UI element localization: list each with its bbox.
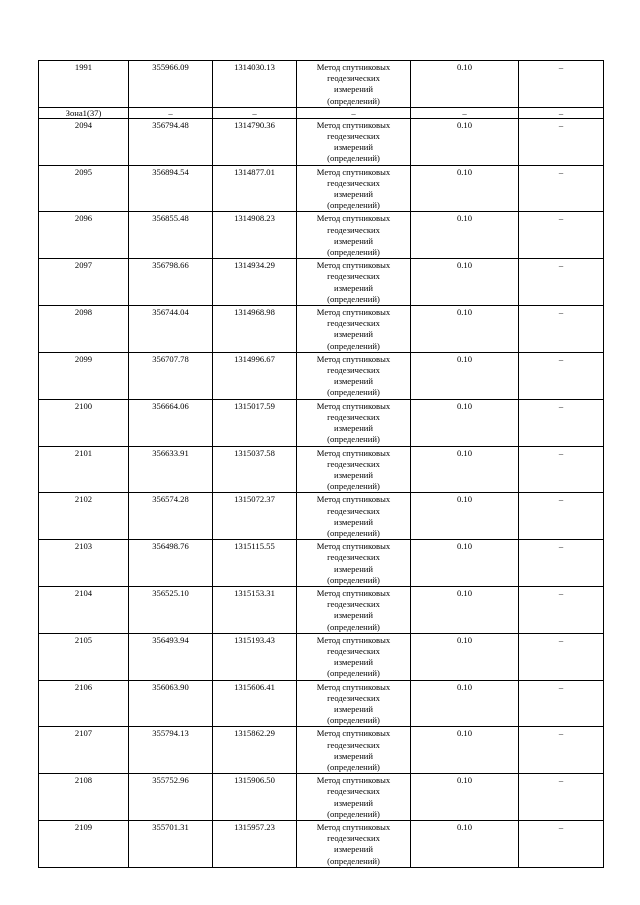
x-coordinate-cell: 356525.10 [129, 586, 213, 633]
extra-cell: – [519, 774, 604, 821]
method-line: Метод спутниковых [316, 213, 391, 224]
y-coordinate-cell: 1315072.37 [213, 493, 297, 540]
point-number-cell: 2103 [39, 540, 129, 587]
point-number-cell: 1991 [39, 61, 129, 108]
extra-cell: – [519, 259, 604, 306]
method-line: измерений [333, 469, 374, 480]
accuracy-cell: 0.10 [411, 352, 519, 399]
method-line: (определений) [327, 200, 380, 211]
table-row [39, 399, 604, 446]
accuracy-cell: 0.10 [411, 493, 519, 540]
method-line: (определений) [327, 621, 380, 632]
method-line: Метод спутниковых [316, 353, 391, 364]
method-cell [297, 633, 411, 680]
method-cell [297, 259, 411, 306]
extra-cell: – [519, 352, 604, 399]
table-row [39, 774, 604, 821]
method-line: (определений) [327, 668, 380, 679]
y-coordinate-cell: 1315957.23 [213, 821, 297, 868]
accuracy-cell: 0.10 [411, 212, 519, 259]
x-coordinate-cell: 356794.48 [129, 118, 213, 165]
extra-cell: – [519, 633, 604, 680]
y-coordinate-cell: 1314908.23 [213, 212, 297, 259]
method-line: измерений [333, 610, 374, 621]
method-cell [297, 493, 411, 540]
x-coordinate-cell: 355966.09 [129, 61, 213, 108]
table-row [39, 212, 604, 259]
method-line: геодезических [327, 318, 380, 329]
method-line: измерений [333, 282, 374, 293]
y-coordinate-cell: 1315906.50 [213, 774, 297, 821]
point-number-cell: 2099 [39, 352, 129, 399]
table-row [39, 306, 604, 353]
method-line: измерений [333, 376, 374, 387]
y-coordinate-cell: 1314996.67 [213, 352, 297, 399]
method-line: измерений [333, 750, 374, 761]
method-line: Метод спутниковых [316, 62, 391, 72]
accuracy-cell: 0.10 [411, 399, 519, 446]
extra-cell: – [519, 821, 604, 868]
method-cell [297, 118, 411, 165]
accuracy-cell: 0.10 [411, 821, 519, 868]
method-line: геодезических [327, 599, 380, 610]
y-coordinate-cell: – [213, 107, 297, 118]
accuracy-cell: 0.10 [411, 633, 519, 680]
x-coordinate-cell: 356493.94 [129, 633, 213, 680]
table-row [39, 586, 604, 633]
method-line: Метод спутниковых [316, 400, 391, 411]
method-cell [297, 306, 411, 353]
y-coordinate-cell: 1315115.55 [213, 540, 297, 587]
y-coordinate-cell: 1314030.13 [213, 61, 297, 108]
method-line: (определений) [327, 527, 380, 538]
point-number-cell: Зона1(37) [39, 107, 129, 118]
method-line: геодезических [327, 224, 380, 235]
accuracy-cell: 0.10 [411, 446, 519, 493]
x-coordinate-cell: 355701.31 [129, 821, 213, 868]
method-cell [297, 680, 411, 727]
method-line: (определений) [327, 247, 380, 258]
method-cell [297, 586, 411, 633]
method-line: измерений [333, 516, 374, 527]
method-line: Метод спутниковых [316, 587, 391, 598]
extra-cell: – [519, 399, 604, 446]
x-coordinate-cell: 356063.90 [129, 680, 213, 727]
point-number-cell: 2098 [39, 306, 129, 353]
y-coordinate-cell: 1314790.36 [213, 118, 297, 165]
point-number-cell: 2102 [39, 493, 129, 540]
point-number-cell: 2108 [39, 774, 129, 821]
method-line: измерений [333, 142, 374, 153]
x-coordinate-cell: 356744.04 [129, 306, 213, 353]
method-line: геодезических [327, 365, 380, 376]
x-coordinate-cell: 356894.54 [129, 165, 213, 212]
extra-cell: – [519, 212, 604, 259]
accuracy-cell: 0.10 [411, 727, 519, 774]
accuracy-cell: 0.10 [411, 586, 519, 633]
accuracy-cell: 0.10 [411, 540, 519, 587]
method-line: измерений [333, 235, 374, 246]
x-coordinate-cell: 355794.13 [129, 727, 213, 774]
method-line: геодезических [327, 271, 380, 282]
point-number-cell: 2106 [39, 680, 129, 727]
method-cell [297, 61, 411, 108]
method-line: геодезических [327, 739, 380, 750]
method-line: Метод спутниковых [316, 447, 391, 458]
table-row [39, 493, 604, 540]
method-cell [297, 165, 411, 212]
coordinates-table [38, 60, 604, 868]
x-coordinate-cell: 356798.66 [129, 259, 213, 306]
method-line: геодезических [327, 552, 380, 563]
method-cell [297, 821, 411, 868]
method-line: измерений [333, 703, 374, 714]
method-line: (определений) [327, 481, 380, 492]
extra-cell: – [519, 306, 604, 353]
y-coordinate-cell: 1314968.98 [213, 306, 297, 353]
y-coordinate-cell: 1314877.01 [213, 165, 297, 212]
extra-cell: – [519, 107, 604, 118]
method-line: (определений) [327, 387, 380, 398]
method-line: геодезических [327, 458, 380, 469]
method-line: измерений [333, 563, 374, 574]
extra-cell: – [519, 61, 604, 108]
method-line: Метод спутниковых [316, 260, 391, 271]
method-line: (определений) [327, 808, 380, 819]
table-row [39, 165, 604, 212]
y-coordinate-cell: 1315153.31 [213, 586, 297, 633]
method-line: геодезических [327, 131, 380, 142]
accuracy-cell: 0.10 [411, 118, 519, 165]
table-row [39, 680, 604, 727]
y-coordinate-cell: 1315037.58 [213, 446, 297, 493]
extra-cell: – [519, 540, 604, 587]
method-line: Метод спутниковых [316, 119, 391, 130]
extra-cell: – [519, 586, 604, 633]
point-number-cell: 2105 [39, 633, 129, 680]
point-number-cell: 2104 [39, 586, 129, 633]
method-line: Метод спутниковых [316, 166, 391, 177]
method-line: Метод спутниковых [316, 681, 391, 692]
point-number-cell: 2096 [39, 212, 129, 259]
method-cell [297, 212, 411, 259]
y-coordinate-cell: 1315017.59 [213, 399, 297, 446]
method-line: (определений) [327, 434, 380, 445]
x-coordinate-cell: 355752.96 [129, 774, 213, 821]
point-number-cell: 2107 [39, 727, 129, 774]
point-number-cell: 2101 [39, 446, 129, 493]
method-line: измерений [333, 189, 374, 200]
method-line: (определений) [327, 761, 380, 772]
table-row [39, 352, 604, 399]
method-line: геодезических [327, 505, 380, 516]
method-cell [297, 540, 411, 587]
method-line: геодезических [327, 73, 380, 84]
point-number-cell: 2094 [39, 118, 129, 165]
method-line: (определений) [327, 293, 380, 304]
x-coordinate-cell: 356855.48 [129, 212, 213, 259]
table-row [39, 821, 604, 868]
y-coordinate-cell: 1315862.29 [213, 727, 297, 774]
accuracy-cell: 0.10 [411, 306, 519, 353]
point-number-cell: 2095 [39, 165, 129, 212]
method-line: Метод спутниковых [316, 728, 391, 739]
method-line: измерений [333, 844, 374, 855]
method-line: Метод спутниковых [316, 634, 391, 645]
extra-cell: – [519, 165, 604, 212]
x-coordinate-cell: 356707.78 [129, 352, 213, 399]
zone-row [39, 107, 604, 118]
method-line: измерений [333, 84, 374, 95]
method-cell [297, 774, 411, 821]
method-line: Метод спутниковых [316, 494, 391, 505]
method-cell [297, 352, 411, 399]
method-cell: – [297, 107, 411, 118]
x-coordinate-cell: 356498.76 [129, 540, 213, 587]
table-row [39, 633, 604, 680]
y-coordinate-cell: 1314934.29 [213, 259, 297, 306]
x-coordinate-cell: 356574.28 [129, 493, 213, 540]
table-row [39, 446, 604, 493]
accuracy-cell: 0.10 [411, 680, 519, 727]
method-line: Метод спутниковых [316, 307, 391, 318]
method-line: измерений [333, 657, 374, 668]
extra-cell: – [519, 446, 604, 493]
method-line: (определений) [327, 574, 380, 585]
method-cell [297, 399, 411, 446]
accuracy-cell: 0.10 [411, 774, 519, 821]
extra-cell: – [519, 118, 604, 165]
extra-cell: – [519, 680, 604, 727]
accuracy-cell: – [411, 107, 519, 118]
method-line: Метод спутниковых [316, 822, 391, 832]
y-coordinate-cell: 1315606.41 [213, 680, 297, 727]
method-line: (определений) [327, 153, 380, 164]
method-cell [297, 446, 411, 493]
method-line: геодезических [327, 177, 380, 188]
method-cell [297, 727, 411, 774]
method-line: Метод спутниковых [316, 541, 391, 552]
method-line: геодезических [327, 692, 380, 703]
accuracy-cell: 0.10 [411, 61, 519, 108]
table-row [39, 727, 604, 774]
point-number-cell: 2097 [39, 259, 129, 306]
accuracy-cell: 0.10 [411, 259, 519, 306]
method-line: (определений) [327, 340, 380, 351]
table-row [39, 259, 604, 306]
table-row [39, 118, 604, 165]
x-coordinate-cell: – [129, 107, 213, 118]
method-line: (определений) [327, 715, 380, 726]
method-line: (определений) [327, 855, 380, 866]
point-number-cell: 2109 [39, 821, 129, 868]
table-row [39, 61, 604, 108]
method-line: измерений [333, 423, 374, 434]
method-line: Метод спутниковых [316, 775, 391, 786]
extra-cell: – [519, 493, 604, 540]
method-line: геодезических [327, 833, 380, 844]
point-number-cell: 2100 [39, 399, 129, 446]
method-line: геодезических [327, 411, 380, 422]
x-coordinate-cell: 356664.06 [129, 399, 213, 446]
table-row [39, 540, 604, 587]
x-coordinate-cell: 356633.91 [129, 446, 213, 493]
method-line: геодезических [327, 645, 380, 656]
method-line: (определений) [327, 95, 380, 106]
accuracy-cell: 0.10 [411, 165, 519, 212]
method-line: измерений [333, 329, 374, 340]
y-coordinate-cell: 1315193.43 [213, 633, 297, 680]
extra-cell: – [519, 727, 604, 774]
table-body [39, 61, 604, 868]
method-line: геодезических [327, 786, 380, 797]
method-line: измерений [333, 797, 374, 808]
